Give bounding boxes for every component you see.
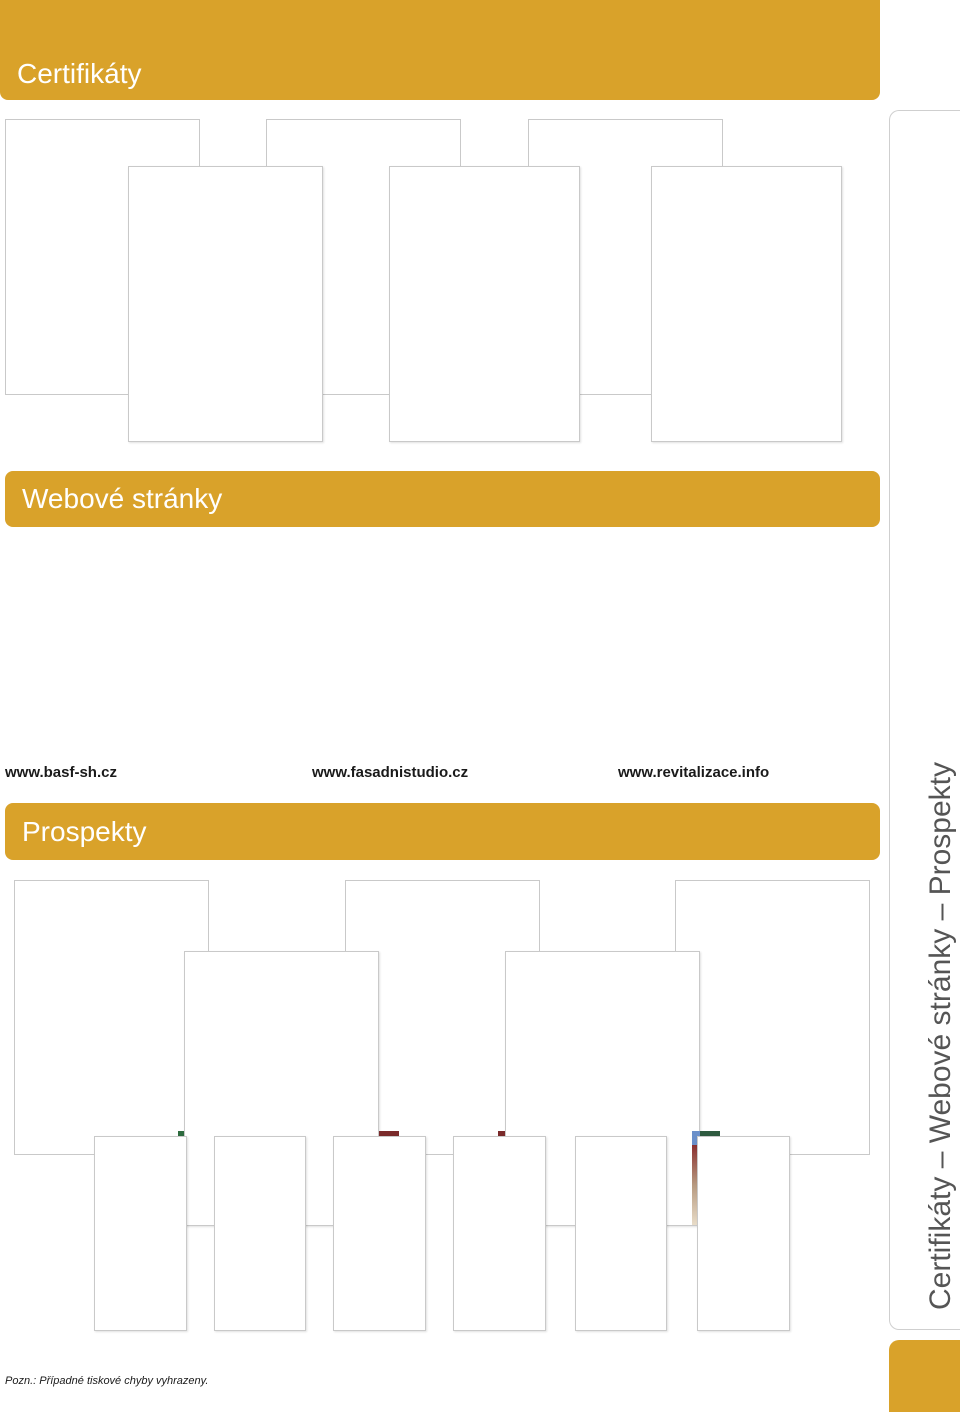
certificate-document [651, 166, 842, 442]
website-url-basf[interactable]: www.basf-sh.cz [5, 764, 117, 781]
brochures-header [5, 803, 880, 860]
websites-header [5, 471, 880, 527]
brochures-title: Prospekty [22, 815, 147, 847]
brochure-leaflet [697, 1136, 790, 1331]
brochure-document [14, 880, 209, 1155]
brochure-leaflet [94, 1136, 187, 1331]
certificate-document [128, 166, 323, 442]
websites-title: Webové stránky [22, 483, 223, 514]
side-tab-accent [889, 1340, 960, 1412]
brochure-leaflet [453, 1136, 546, 1331]
brochure-leaflet [214, 1136, 306, 1331]
certificates-title: Certifikáty [17, 58, 142, 89]
website-url-fasadnistudio[interactable]: www.fasadnistudio.cz [312, 764, 469, 781]
footer-note: Pozn.: Případné tiskové chyby vyhrazeny. [5, 1375, 209, 1387]
certificate-document [389, 166, 580, 442]
brochure-leaflet [575, 1136, 667, 1331]
brochure-document [675, 880, 870, 1155]
certificates-header [0, 0, 880, 100]
brochure-leaflet [333, 1136, 426, 1331]
side-tab-label: Certifikáty – Webové stránky – Prospekty [924, 762, 957, 1310]
website-url-revitalizace[interactable]: www.revitalizace.info [618, 764, 770, 781]
